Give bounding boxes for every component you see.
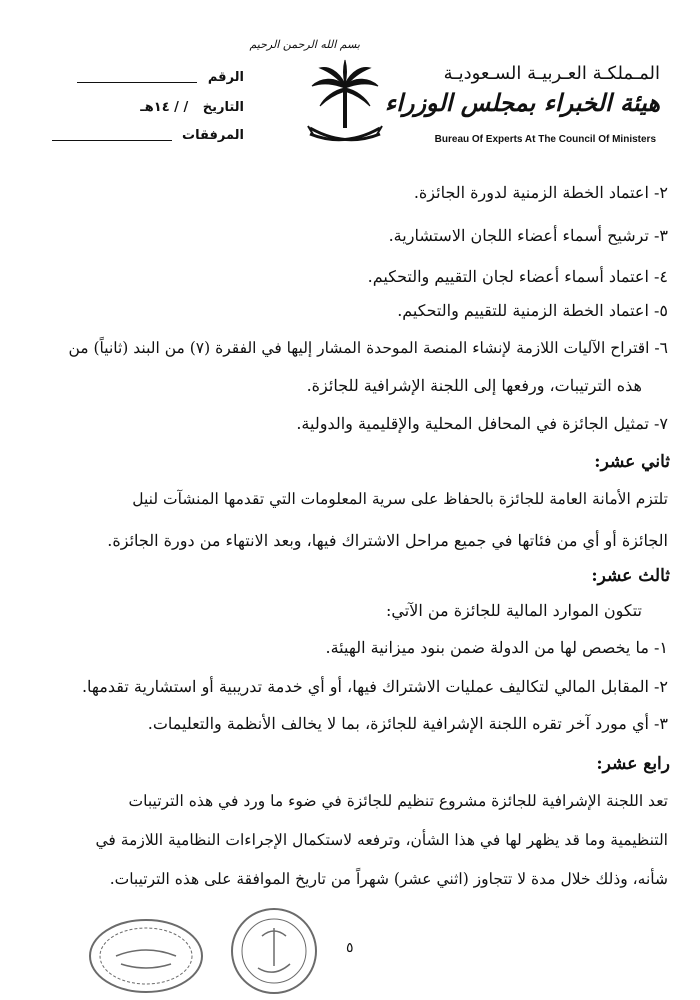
org-name-ar: المـملكـة العـربيـة السـعوديـة — [443, 63, 660, 84]
bureau-name-ar: هيئة الخبراء بمجلس الوزراء — [384, 88, 660, 117]
official-stamp-icon — [86, 916, 206, 996]
paragraph-line: الجائزة أو أي من فئاتها في جميع مراحل الاشتراك فيها، وبعد الانتهاء من دورة الجائزة. — [107, 531, 668, 550]
section-heading-12: ثاني عشر: — [594, 452, 670, 472]
list-item: ٧- تمثيل الجائزة في المحافل المحلية والإقليمية والدولية. — [296, 414, 668, 433]
attachments-label: المرفقات — [182, 128, 244, 143]
list-item: ١- ما يخصص لها من الدولة ضمن بنود ميزانية الهيئة. — [325, 638, 668, 657]
section-heading-14: رابع عشر: — [596, 754, 670, 774]
ref-number-row — [54, 70, 244, 85]
ref-number-line — [77, 72, 197, 83]
section-heading-13: ثالث عشر: — [591, 566, 670, 586]
paragraph-intro: تتكون الموارد المالية للجائزة من الآتي: — [386, 601, 642, 620]
ref-number-label: الرقم — [207, 70, 244, 85]
date-row — [54, 100, 244, 115]
list-item: ٢- المقابل المالي لتكاليف عمليات الاشتراك فيها، أو أي خدمة تدريبية أو استشارية تقدمها. — [81, 677, 668, 696]
basmala: بسم الله الرحمن الرحيم — [249, 38, 360, 51]
saudi-emblem-icon — [300, 56, 390, 156]
date-fill: / / ١٤هـ — [140, 100, 189, 115]
attachments-row — [54, 128, 244, 143]
list-item: ٥- اعتماد الخطة الزمنية للتقييم والتحكيم. — [397, 301, 668, 320]
paragraph-line: شأنه، وذلك خلال مدة لا تتجاوز (اثني عشر) شهراً من تاريخ الموافقة على هذه الترتيبات. — [109, 870, 668, 888]
bureau-name-en: Bureau Of Experts At The Council Of Ministers — [434, 134, 656, 145]
date-label: التاريخ — [202, 100, 244, 115]
paragraph-line: التنظيمية وما قد يظهر لها في هذا الشأن، وترفعه لاستكمال الإجراءات النظامية اللازمة في — [95, 831, 668, 849]
list-item: ٣- أي مورد آخر تقره اللجنة الإشرافية للجائزة، بما لا يخالف الأنظمة والتعليمات. — [147, 714, 668, 733]
list-item: ٤- اعتماد أسماء أعضاء لجان التقييم والتحكيم. — [367, 267, 668, 286]
attachments-line — [52, 130, 172, 141]
list-item: ٦- اقتراح الآليات اللازمة لإنشاء المنصة الموحدة المشار إليها في الفقرة (٧) من البند (ثانياً) من — [68, 339, 668, 357]
list-item-continuation: هذه الترتيبات، ورفعها إلى اللجنة الإشرافية للجائزة. — [306, 376, 642, 395]
list-item: ٢- اعتماد الخطة الزمنية لدورة الجائزة. — [413, 183, 668, 202]
page-number: ٥ — [346, 940, 354, 956]
paragraph-line: تعد اللجنة الإشرافية للجائزة مشروع تنظيم للجائزة في ضوء ما ورد في هذه الترتيبات — [128, 792, 668, 810]
list-item: ٣- ترشيح أسماء أعضاء اللجان الاستشارية. — [388, 226, 668, 245]
paragraph-line: تلتزم الأمانة العامة للجائزة بالحفاظ على سرية المعلومات التي تقدمها المنشآت لنيل — [132, 490, 668, 508]
seal-stamp-icon — [214, 906, 334, 996]
